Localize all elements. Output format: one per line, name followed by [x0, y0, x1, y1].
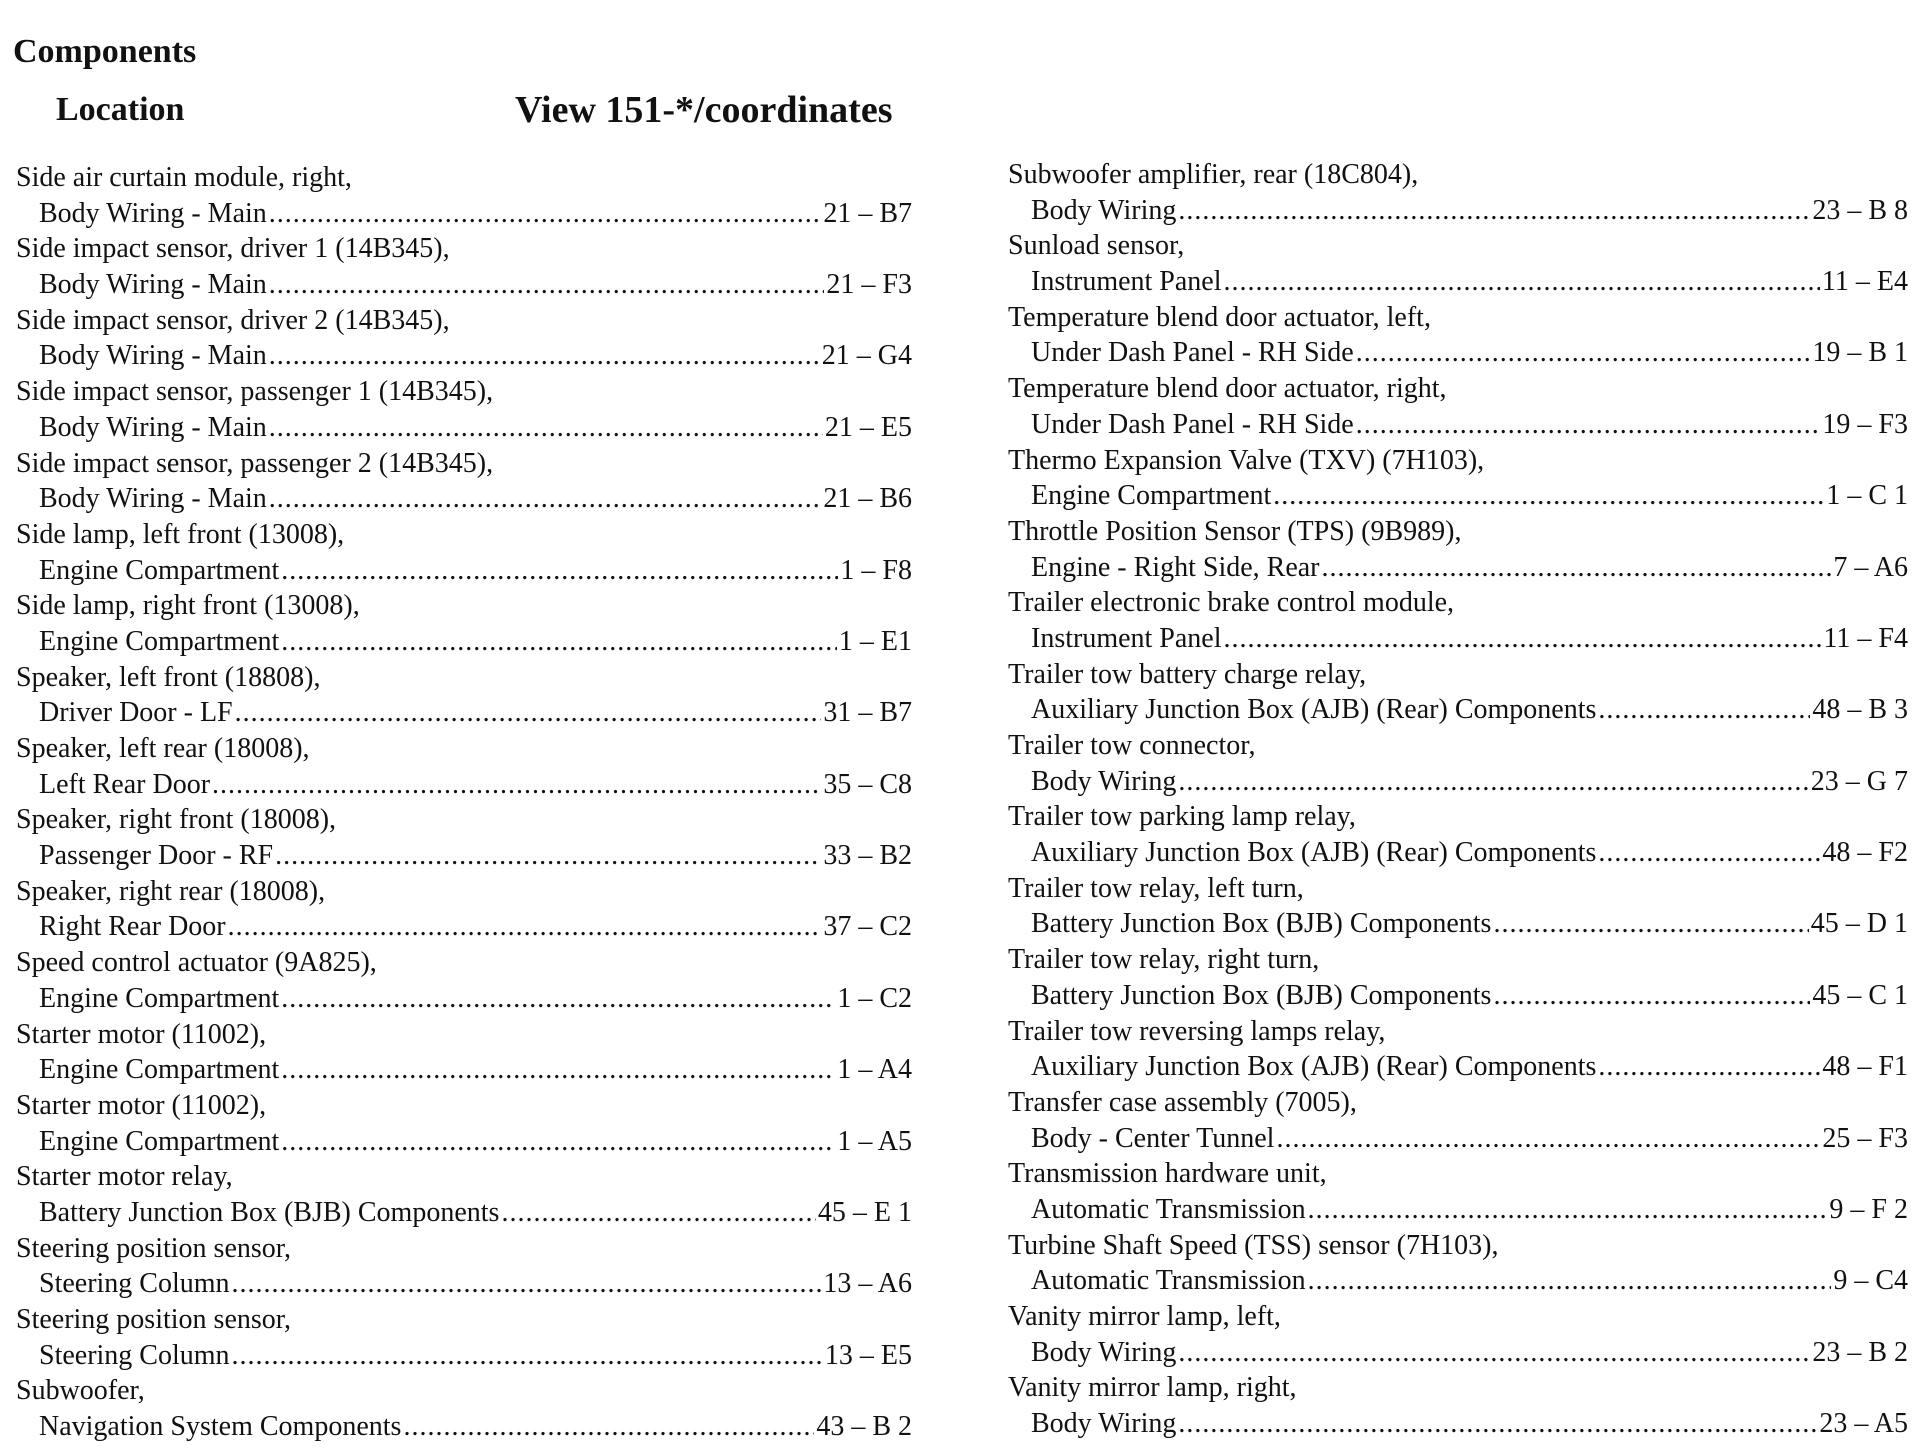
component-location: Left Rear Door: [39, 768, 211, 800]
component-location: Engine Compartment: [1031, 480, 1272, 512]
view-coordinate-ref: 19 – B 1: [1812, 337, 1908, 369]
component-entry: [16, 1231, 912, 1302]
component-location-row: [1008, 692, 1908, 728]
component-location-row: [16, 695, 912, 731]
component-location: Engine Compartment: [39, 554, 280, 586]
component-entry: [1008, 1085, 1908, 1156]
component-location-row: [16, 909, 912, 945]
component-location: Instrument Panel: [1031, 266, 1222, 298]
view-coordinate-ref: 11 – E4: [1821, 266, 1908, 298]
component-entry: [16, 874, 912, 945]
view-coordinate-ref: 21 – E5: [824, 411, 912, 443]
component-location: Automatic Transmission: [1031, 1265, 1306, 1297]
component-name: Trailer tow reversing lamps relay,: [1008, 1015, 1386, 1047]
component-name: Trailer tow parking lamp relay,: [1008, 801, 1356, 833]
component-entry: [16, 1302, 912, 1373]
component-entry: [16, 1017, 912, 1088]
component-location-row: [16, 767, 912, 803]
component-location-row: [16, 1124, 912, 1160]
component-name: Trailer electronic brake control module,: [1008, 587, 1455, 619]
component-location-row: [1008, 1406, 1908, 1442]
dot-leader: [1178, 1335, 1810, 1371]
component-location-row: [1008, 1335, 1908, 1371]
component-name: Throttle Position Sensor (TPS) (9B989),: [1008, 515, 1462, 547]
column-header-location: Location: [56, 91, 185, 128]
component-location-row: [16, 267, 912, 303]
dot-leader: [281, 624, 837, 660]
view-coordinate-ref: 23 – B 2: [1812, 1336, 1908, 1368]
component-location-row: [1008, 621, 1908, 657]
dot-leader: [269, 267, 825, 303]
component-location-row: [16, 553, 912, 589]
component-name: Subwoofer,: [16, 1375, 145, 1407]
dot-leader: [1308, 1263, 1832, 1299]
view-coordinate-ref: 48 – F2: [1822, 837, 1908, 869]
view-coordinate-ref: 21 – G4: [821, 340, 912, 372]
component-location: Engine Compartment: [39, 625, 280, 657]
component-entry: [16, 588, 912, 659]
view-coordinate-ref: 43 – B 2: [816, 1411, 912, 1443]
component-entry: [16, 517, 912, 588]
component-name: Thermo Expansion Valve (TXV) (7H103),: [1008, 444, 1485, 476]
dot-leader: [1273, 478, 1824, 514]
view-coordinate-ref: 48 – F1: [1822, 1051, 1908, 1083]
component-location: Right Rear Door: [39, 911, 226, 943]
right-component-list: [1008, 157, 1908, 1442]
dot-leader: [403, 1409, 814, 1445]
component-location: Engine - Right Side, Rear: [1031, 551, 1320, 583]
dot-leader: [1493, 906, 1808, 942]
view-coordinate-ref: 21 – B6: [823, 483, 912, 515]
dot-leader: [1598, 692, 1810, 728]
component-location-row: [16, 1266, 912, 1302]
component-location: Engine Compartment: [39, 982, 280, 1014]
component-entry: [16, 303, 912, 374]
component-location-row: [1008, 1049, 1908, 1085]
view-coordinate-ref: 1 – E1: [838, 625, 912, 657]
component-location: Steering Column: [39, 1339, 230, 1371]
dot-leader: [281, 1052, 835, 1088]
component-name: Transmission hardware unit,: [1008, 1158, 1327, 1190]
view-coordinate-ref: 1 – C 1: [1826, 480, 1908, 512]
view-coordinate-ref: 19 – F3: [1822, 408, 1908, 440]
component-entry: [1008, 1299, 1908, 1370]
component-location-row: [1008, 264, 1908, 300]
component-entry: [1008, 942, 1908, 1013]
component-entry: [1008, 1370, 1908, 1441]
component-location: Engine Compartment: [39, 1125, 280, 1157]
component-name: Vanity mirror lamp, left,: [1008, 1301, 1281, 1332]
component-location-row: [16, 1409, 912, 1445]
view-coordinate-ref: 23 – B 8: [1812, 194, 1908, 226]
component-location-row: [1008, 906, 1908, 942]
component-location: Under Dash Panel - RH Side: [1031, 337, 1354, 369]
component-entry: [16, 1088, 912, 1159]
component-name: Speed control actuator (9A825),: [16, 947, 377, 979]
dot-leader: [235, 695, 822, 731]
component-name: Trailer tow relay, left turn,: [1008, 872, 1304, 904]
component-location: Battery Junction Box (BJB) Components: [1031, 908, 1492, 940]
dot-leader: [281, 553, 838, 589]
component-location-row: [16, 1195, 912, 1231]
dot-leader: [1356, 407, 1821, 443]
component-entry: [1008, 228, 1908, 299]
component-entry: [16, 945, 912, 1016]
dot-leader: [281, 1124, 835, 1160]
component-name: Side impact sensor, passenger 2 (14B345),: [16, 447, 494, 479]
view-coordinate-ref: 25 – F3: [1822, 1122, 1908, 1154]
component-entry: [16, 660, 912, 731]
component-name: Speaker, left front (18808),: [16, 661, 321, 693]
component-entry: [16, 731, 912, 802]
component-entry: [16, 446, 912, 517]
dot-leader: [212, 767, 821, 803]
component-name: Trailer tow relay, right turn,: [1008, 944, 1320, 976]
component-name: Steering position sensor,: [16, 1304, 291, 1335]
component-name: Side impact sensor, passenger 1 (14B345),: [16, 376, 494, 408]
component-name: Side air curtain module, right,: [16, 162, 352, 193]
component-entry: [1008, 1156, 1908, 1227]
component-location-row: [16, 624, 912, 660]
component-entry: [1008, 1228, 1908, 1299]
component-name: Side impact sensor, driver 2 (14B345),: [16, 304, 450, 336]
component-name: Side lamp, right front (13008),: [16, 590, 360, 622]
view-coordinate-ref: 13 – A6: [823, 1268, 912, 1300]
component-location-row: [16, 981, 912, 1017]
view-coordinate-ref: 48 – B 3: [1812, 694, 1908, 726]
component-entry: [1008, 728, 1908, 799]
component-name: Turbine Shaft Speed (TSS) sensor (7H103),: [1008, 1229, 1499, 1261]
component-entry: [1008, 799, 1908, 870]
component-location-row: [16, 196, 912, 232]
dot-leader: [501, 1195, 815, 1231]
dot-leader: [1276, 1121, 1820, 1157]
view-coordinate-ref: 11 – F4: [1823, 622, 1908, 654]
component-name: Sunload sensor,: [1008, 230, 1185, 262]
component-name: Starter motor (11002),: [16, 1089, 267, 1121]
component-entry: [1008, 157, 1908, 228]
component-location: Auxiliary Junction Box (AJB) (Rear) Components: [1031, 1051, 1597, 1083]
component-location: Body Wiring: [1031, 194, 1177, 226]
component-name: Transfer case assembly (7005),: [1008, 1086, 1357, 1118]
component-entry: [1008, 514, 1908, 585]
component-entry: [1008, 443, 1908, 514]
dot-leader: [1322, 550, 1832, 586]
dot-leader: [1178, 193, 1810, 229]
view-coordinate-ref: 9 – F 2: [1829, 1193, 1908, 1225]
component-name: Side lamp, left front (13008),: [16, 518, 345, 550]
column-header-view-coordinates: View 151-*/coordinates: [515, 89, 893, 131]
component-name: Starter motor relay,: [16, 1161, 233, 1193]
component-entry: [16, 374, 912, 445]
component-entry: [1008, 657, 1908, 728]
dot-leader: [1493, 978, 1810, 1014]
dot-leader: [1178, 764, 1808, 800]
component-entry: [16, 231, 912, 302]
component-location: Battery Junction Box (BJB) Components: [1031, 979, 1492, 1011]
dot-leader: [232, 1338, 823, 1374]
dot-leader: [269, 410, 823, 446]
dot-leader: [1598, 835, 1820, 871]
left-component-list: [16, 160, 912, 1445]
view-coordinate-ref: 21 – B7: [823, 197, 912, 229]
component-location: Passenger Door - RF: [39, 840, 274, 872]
component-location: Instrument Panel: [1031, 622, 1222, 654]
component-location-row: [1008, 407, 1908, 443]
component-name: Speaker, right rear (18008),: [16, 875, 326, 907]
component-entry: [16, 160, 912, 231]
component-location: Auxiliary Junction Box (AJB) (Rear) Components: [1031, 837, 1597, 869]
view-coordinate-ref: 33 – B2: [823, 840, 912, 872]
dot-leader: [1598, 1049, 1820, 1085]
component-location-row: [16, 338, 912, 374]
view-coordinate-ref: 35 – C8: [823, 768, 912, 800]
component-location: Navigation System Components: [39, 1411, 402, 1443]
dot-leader: [1178, 1406, 1817, 1442]
component-location: Body Wiring: [1031, 1336, 1177, 1368]
view-coordinate-ref: 1 – F8: [840, 554, 912, 586]
dot-leader: [232, 1266, 822, 1302]
component-location: Body Wiring: [1031, 1408, 1177, 1440]
component-location: Engine Compartment: [39, 1054, 280, 1086]
component-name: Trailer tow battery charge relay,: [1008, 658, 1367, 690]
view-coordinate-ref: 1 – C2: [837, 982, 912, 1014]
view-coordinate-ref: 45 – C 1: [1812, 979, 1908, 1011]
component-entry: [1008, 371, 1908, 442]
component-location-row: [16, 1338, 912, 1374]
component-location: Body Wiring - Main: [39, 269, 267, 301]
component-location: Driver Door - LF: [39, 697, 233, 729]
view-coordinate-ref: 21 – F3: [826, 269, 912, 301]
component-location-row: [16, 838, 912, 874]
component-entry: [16, 802, 912, 873]
component-location-row: [1008, 335, 1908, 371]
component-location: Body Wiring - Main: [39, 340, 267, 372]
component-name: Vanity mirror lamp, right,: [1008, 1372, 1297, 1404]
component-entry: [1008, 1014, 1908, 1085]
component-location: Steering Column: [39, 1268, 230, 1300]
component-entry: [1008, 585, 1908, 656]
component-location-row: [1008, 978, 1908, 1014]
component-location-row: [1008, 1192, 1908, 1228]
component-location-row: [1008, 478, 1908, 514]
component-location-row: [16, 481, 912, 517]
view-coordinate-ref: 37 – C2: [823, 911, 912, 943]
view-coordinate-ref: 1 – A5: [837, 1125, 912, 1157]
dot-leader: [1356, 335, 1811, 371]
component-location-row: [1008, 1263, 1908, 1299]
component-location-row: [16, 410, 912, 446]
view-coordinate-ref: 13 – E5: [824, 1339, 912, 1371]
component-entry: [1008, 300, 1908, 371]
component-name: Starter motor (11002),: [16, 1018, 267, 1050]
dot-leader: [269, 196, 822, 232]
dot-leader: [269, 481, 822, 517]
component-location: Body Wiring - Main: [39, 411, 267, 443]
component-location-row: [1008, 835, 1908, 871]
component-location: Automatic Transmission: [1031, 1193, 1306, 1225]
component-location: Battery Junction Box (BJB) Components: [39, 1196, 500, 1228]
dot-leader: [281, 981, 835, 1017]
component-name: Trailer tow connector,: [1008, 730, 1256, 761]
view-coordinate-ref: 1 – A4: [837, 1054, 912, 1086]
component-location: Body Wiring - Main: [39, 197, 267, 229]
view-coordinate-ref: 7 – A6: [1833, 551, 1908, 583]
component-location: Body Wiring - Main: [39, 483, 267, 515]
component-name: Speaker, right front (18008),: [16, 804, 337, 836]
component-location: Body - Center Tunnel: [1031, 1122, 1275, 1154]
page-heading: Components: [13, 33, 197, 70]
dot-leader: [275, 838, 821, 874]
component-location: Auxiliary Junction Box (AJB) (Rear) Components: [1031, 694, 1597, 726]
component-entry: [16, 1159, 912, 1230]
component-name: Side impact sensor, driver 1 (14B345),: [16, 233, 450, 265]
component-location-row: [1008, 193, 1908, 229]
component-location-row: [1008, 764, 1908, 800]
component-location: Body Wiring: [1031, 765, 1177, 797]
view-coordinate-ref: 23 – G 7: [1810, 765, 1908, 797]
component-location-row: [16, 1052, 912, 1088]
component-location-row: [1008, 550, 1908, 586]
view-coordinate-ref: 31 – B7: [823, 697, 912, 729]
component-name: Subwoofer amplifier, rear (18C804),: [1008, 159, 1419, 190]
view-coordinate-ref: 9 – C4: [1833, 1265, 1908, 1297]
component-name: Temperature blend door actuator, right,: [1008, 373, 1447, 405]
component-name: Temperature blend door actuator, left,: [1008, 301, 1431, 333]
component-location: Under Dash Panel - RH Side: [1031, 408, 1354, 440]
component-entry: [1008, 871, 1908, 942]
dot-leader: [1224, 621, 1822, 657]
dot-leader: [1308, 1192, 1828, 1228]
view-coordinate-ref: 45 – E 1: [817, 1196, 912, 1228]
view-coordinate-ref: 45 – D 1: [1810, 908, 1908, 940]
view-coordinate-ref: 23 – A5: [1819, 1408, 1908, 1440]
component-location-row: [1008, 1121, 1908, 1157]
component-entry: [16, 1373, 912, 1444]
component-name: Speaker, left rear (18008),: [16, 733, 310, 764]
dot-leader: [269, 338, 820, 374]
dot-leader: [228, 909, 822, 945]
dot-leader: [1224, 264, 1820, 300]
component-name: Steering position sensor,: [16, 1232, 291, 1264]
